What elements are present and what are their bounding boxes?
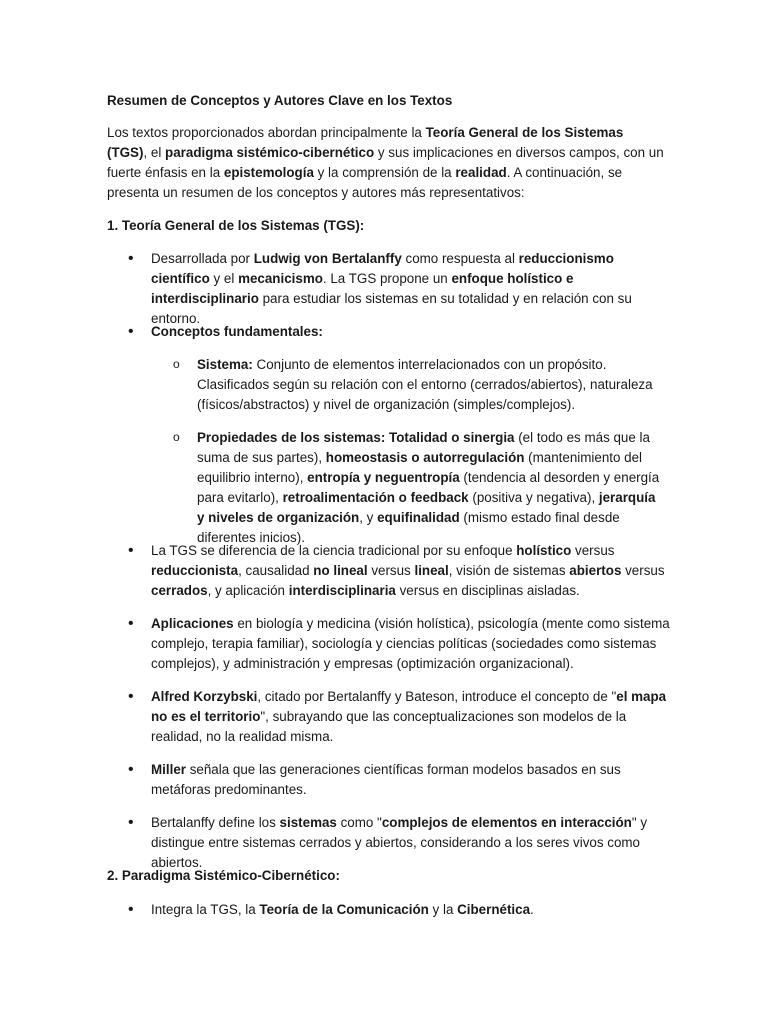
- bullet-marker: •: [128, 615, 134, 632]
- bold-text-run: entropía y neguentropía: [307, 469, 460, 485]
- text-run: (el todo es más que la suma de sus partes),: [197, 430, 650, 465]
- text-run: (mantenimiento del equilibrio interno),: [197, 449, 643, 485]
- text-run: versus: [367, 562, 415, 578]
- text-run: en biología y medicina (visión holística), psicología (mente como sistema complejo, terapia familiar), sociología y ciencias políticas (sociedades como sistemas complejos), y administración y empresas (optimización organizacional).: [151, 616, 670, 671]
- bullet-marker: •: [128, 814, 134, 831]
- text-run: ", subrayando que las conceptualizaciones son modelos de la realidad, no la realidad misma.: [151, 708, 627, 744]
- bold-text-run: Aplicaciones: [151, 616, 234, 631]
- text-run: , el: [143, 144, 166, 160]
- bold-text-run: realidad: [455, 164, 507, 180]
- bold-text-run: holístico: [516, 543, 572, 558]
- bold-text-run: Ludwig von Bertalanffy: [253, 251, 402, 266]
- bold-text-run: lineal: [414, 562, 449, 578]
- text-run: versus en disciplinas aisladas.: [395, 582, 580, 598]
- bold-text-run: reduccionismo científico: [151, 251, 614, 286]
- bullet-marker: •: [128, 542, 134, 559]
- text-run: y la comprensión de la: [313, 164, 456, 180]
- text-run: versus: [571, 543, 615, 558]
- text-run: , causalidad: [238, 562, 314, 578]
- bold-text-run: el mapa no es el territorio: [151, 689, 667, 724]
- text-run: La TGS se diferencia de la ciencia tradicional por su enfoque: [151, 543, 517, 558]
- sub-bullet-marker: o: [173, 430, 180, 444]
- bullet-marker: •: [128, 901, 134, 918]
- text-run: , visión de sistemas: [448, 562, 570, 578]
- text-run: y el: [209, 270, 239, 286]
- text-run: versus: [621, 562, 665, 578]
- text-run: para estudiar los sistemas en su totalidad y en relación con su entorno.: [151, 290, 632, 326]
- text-run: " y distingue entre sistemas cerrados y abiertos, considerando a los seres vivos como abiertos.: [151, 815, 648, 870]
- text-run: Los textos proporcionados abordan principalmente la: [107, 125, 426, 140]
- text-run: Desarrollada por: [151, 251, 254, 266]
- bold-text-run: no lineal: [313, 562, 368, 578]
- section-1-bullet-4: [151, 614, 671, 674]
- text-run: (tendencia al desorden y energía para evitarlo),: [197, 469, 660, 505]
- bold-text-run: Miller: [151, 762, 186, 777]
- bold-text-run: jerarquía y niveles de organización: [197, 489, 656, 525]
- bold-text-run: interdisciplinaria: [288, 582, 396, 598]
- bold-text-run: mecanicismo: [238, 270, 323, 286]
- text-run: Bertalanffy define los: [151, 815, 280, 830]
- bullet-marker: •: [128, 250, 134, 267]
- section-1-bullet-5: [151, 687, 671, 747]
- bold-text-run: Sistema:: [197, 357, 253, 372]
- bold-text-run: Cibernética: [457, 902, 531, 917]
- text-run: y la: [428, 902, 458, 917]
- bold-text-run: retroalimentación o feedback: [282, 489, 469, 505]
- sub-bullet-sistema: [197, 355, 663, 415]
- bold-text-run: homeostasis o autorregulación: [325, 449, 525, 465]
- bold-text-run: sistemas: [279, 815, 337, 830]
- section-2-heading: 2. Paradigma Sistémico-Cibernético:: [107, 868, 340, 883]
- bold-text-run: abiertos: [569, 562, 622, 578]
- text-run: , y: [359, 509, 378, 525]
- bold-text-run: Alfred Korzybski: [151, 689, 258, 704]
- sub-bullet-propiedades: [197, 428, 663, 547]
- bold-text-run: epistemología: [223, 164, 314, 180]
- bold-text-run: cerrados: [151, 582, 208, 598]
- bold-text-run: Teoría General de los Sistemas (TGS): [107, 125, 624, 160]
- bold-text-run: complejos de elementos en interacción: [381, 815, 632, 830]
- bold-text-run: enfoque holístico e interdisciplinario: [151, 270, 574, 306]
- section-1-bullet-2: [151, 322, 671, 342]
- text-run: . A continuación, se presenta un resumen de los conceptos y autores más representativos:: [107, 164, 623, 200]
- bold-text-run: paradigma sistémico-cibernético: [165, 144, 375, 160]
- section-1-bullet-7: [151, 813, 671, 873]
- bold-text-run: Conceptos fundamentales:: [151, 324, 323, 339]
- text-run: . La TGS propone un: [322, 270, 452, 286]
- text-run: Integra la TGS, la: [151, 902, 260, 917]
- text-run: señala que las generaciones científicas forman modelos basados en sus metáforas predominantes.: [151, 762, 621, 797]
- text-run: Conjunto de elementos interrelacionados con un propósito. Clasificados según su relación con el entorno (cerrados/abiertos), naturaleza (físicos/abstractos) y nivel de organización (simples/complejos).: [197, 357, 653, 412]
- text-run: (mismo estado final desde diferentes inicios).: [197, 509, 620, 545]
- section-1-bullet-6: [151, 760, 671, 800]
- bold-text-run: equifinalidad: [377, 509, 460, 525]
- text-run: y sus implicaciones en diversos campos, con un fuerte énfasis en la: [107, 144, 664, 180]
- bold-text-run: Propiedades de los sistemas: Totalidad o sinergia: [197, 430, 515, 445]
- text-run: como respuesta al: [401, 251, 519, 266]
- section-2-bullet-1: [151, 900, 671, 920]
- document-title: Resumen de Conceptos y Autores Clave en los Textos: [107, 93, 453, 108]
- bold-text-run: reduccionista: [151, 562, 239, 578]
- bullet-marker: •: [128, 323, 134, 340]
- text-run: (positiva y negativa),: [468, 489, 599, 505]
- section-1-heading: 1. Teoría General de los Sistemas (TGS):: [107, 218, 365, 233]
- text-run: .: [530, 902, 534, 917]
- section-1-bullet-3: [151, 541, 671, 601]
- bold-text-run: Teoría de la Comunicación: [259, 902, 429, 917]
- text-run: , y aplicación: [207, 582, 289, 598]
- text-run: como ": [336, 815, 382, 830]
- bullet-marker: •: [128, 761, 134, 778]
- text-run: , citado por Bertalanffy y Bateson, introduce el concepto de ": [257, 689, 617, 704]
- sub-bullet-marker: o: [173, 357, 180, 371]
- section-1-bullet-1: [151, 249, 671, 329]
- bullet-marker: •: [128, 688, 134, 705]
- intro-paragraph: [107, 123, 667, 203]
